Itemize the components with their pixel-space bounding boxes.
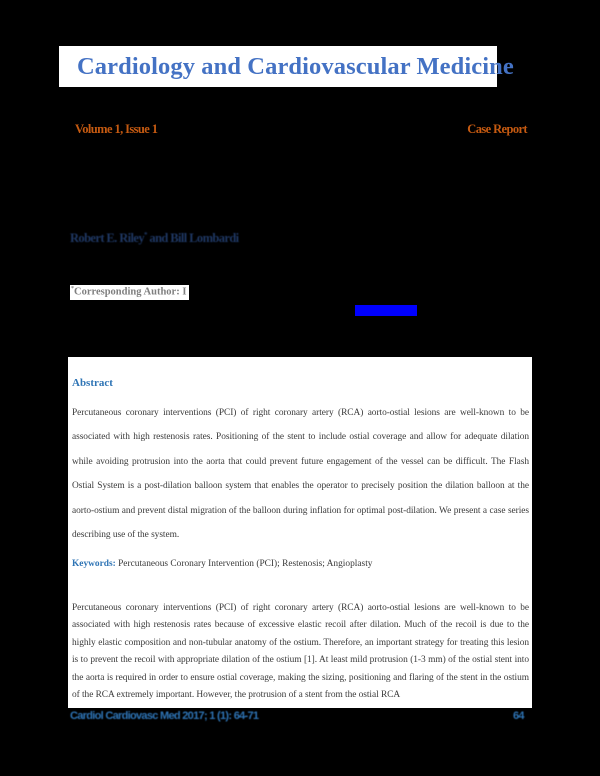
- corresponding-marker: *: [71, 286, 74, 292]
- journal-title: Cardiology and Cardiovascular Medicine: [77, 52, 514, 80]
- abstract-heading: Abstract: [72, 377, 113, 389]
- corresponding-author-label: [70, 285, 189, 300]
- journal-banner: [59, 46, 514, 87]
- author-name: Bill Lombardi: [170, 231, 239, 246]
- body-paragraph: Percutaneous coronary interventions (PCI) of right coronary artery (RCA) aorto-ostial lesions are well-known to be associated with high restenosis rates because of excessive elastic recoil after dilation. Much of the recoil is due to the highly elastic composition and non-tubular anatomy of the ostium. Therefore, an important strategy for treating this lesion is to prevent the recoil with appropriate dilation of the ostium [1]. At least mild protrusion (1-3 mm) of the ostial stent into the aorta is required in order to ensure ostial coverage, making the sizing, positioning and flaring of the stent in the ostium of the RCA extremely important. However, the protrusion of a stent from the ostial RCA: [72, 603, 529, 701]
- corresponding-marker: *: [143, 231, 147, 239]
- article-type: Case Report: [467, 122, 527, 136]
- article-content: [68, 357, 532, 708]
- keywords-text: Percutaneous Coronary Intervention (PCI); Restenosis; Angioplasty: [115, 559, 373, 569]
- email-link[interactable]: riley@uw.edu: [355, 305, 417, 316]
- corresponding-label: Corresponding Author:: [74, 286, 180, 298]
- volume-issue: Volume 1, Issue 1: [75, 122, 158, 136]
- author-connector: and: [146, 231, 171, 246]
- page-number: 64: [513, 710, 524, 722]
- keywords-label: Keywords:: [72, 559, 116, 569]
- keywords-line: [72, 559, 372, 569]
- author-list: [70, 231, 239, 246]
- corresponding-trailing: I: [179, 286, 187, 298]
- abstract-text: Percutaneous coronary interventions (PCI) of right coronary artery (RCA) aorto-ostial lesions are well-known to be associated with high restenosis rates. Positioning of the stent to include ostial coverage and allow for adequate dilation while avoiding protrusion into the aorta that could prevent future engagement of the vessel can be difficult. The Flash Ostial System is a post-dilation balloon system that enables the operator to precisely position the dilation balloon at the aorto-ostium and prevent distal migration of the balloon during inflation for optimal post-dilation. We present a case series describing use of the system.: [72, 408, 529, 541]
- footer-citation: Cardiol Cardiovasc Med 2017; 1 (1): 64-71: [70, 710, 259, 722]
- author-name: Robert E. Riley: [70, 231, 144, 246]
